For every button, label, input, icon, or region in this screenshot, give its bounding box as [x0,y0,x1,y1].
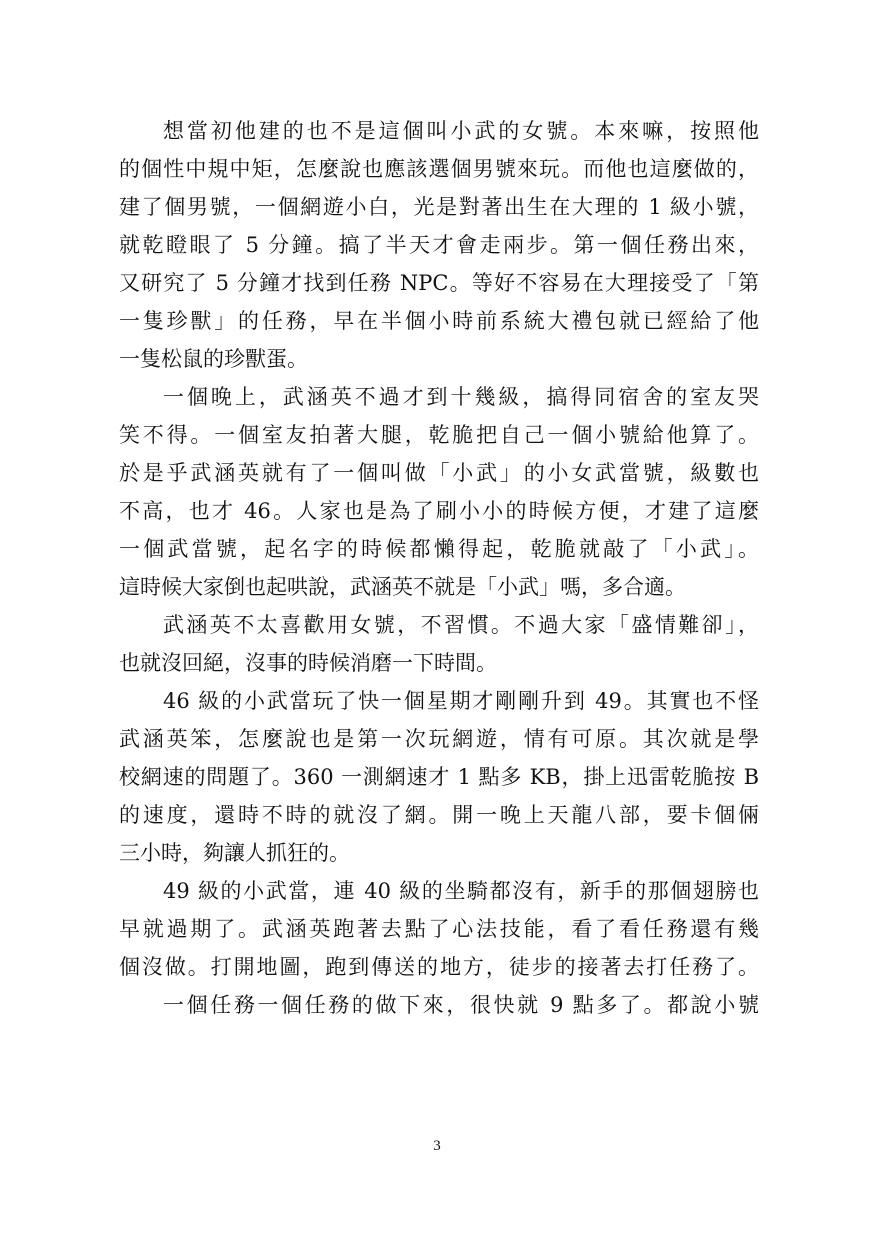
text-line: 49 級的小武當，連 40 級的坐騎都沒有，新手的那個翅膀也 [163,879,759,903]
text-line: 個沒做。打開地圖，跑到傳送的地方，徒步的接著去打任務了。 [119,955,759,979]
text-line: 一個武當號，起名字的時候都懶得起，乾脆就敲了「小武」。 [119,537,759,561]
text-line: 一隻松鼠的珍獸蛋。 [119,347,308,371]
text-line: 46 級的小武當玩了快一個星期才剛剛升到 49。其實也不怪 [163,689,759,713]
text-line: 笑不得。一個室友拍著大腿，乾脆把自己一個小號給他算了。 [119,423,759,447]
text-line: 早就過期了。武涵英跑著去點了心法技能，看了看任務還有幾 [119,917,759,941]
text-line: 想當初他建的也不是這個叫小武的女號。本來嘛，按照他 [163,119,759,143]
text-line: 武涵英不太喜歡用女號，不習慣。不過大家「盛情難卻」， [163,613,759,637]
text-line: 一個晚上，武涵英不過才到十幾級，搞得同宿舍的室友哭 [163,385,759,409]
text-line: 的速度，還時不時的就沒了網。開一晚上天龍八部，要卡個倆 [119,803,759,827]
text-line: 的個性中規中矩，怎麼說也應該選個男號來玩。而他也這麼做的， [119,157,759,181]
text-line: 校網速的問題了。360 一測網速才 1 點多 KB，掛上迅雷乾脆按 B [119,765,759,789]
text-line: 不高，也才 46。人家也是為了刷小小的時候方便，才建了這麼 [119,499,759,523]
page-number: 3 [433,1138,441,1154]
text-line: 也就沒回絕，沒事的時候消磨一下時間。 [119,651,497,675]
text-line: 武涵英笨，怎麼說也是第一次玩網遊，情有可原。其次就是學 [119,727,759,751]
text-line: 這時候大家倒也起哄說，武涵英不就是「小武」嗎，多合適。 [119,575,686,599]
text-line: 就乾瞪眼了 5 分鐘。搞了半天才會走兩步。第一個任務出來， [119,233,759,257]
text-line: 一個任務一個任務的做下來，很快就 9 點多了。都說小號 [163,993,759,1017]
body-text [119,112,759,1024]
text-line: 於是乎武涵英就有了一個叫做「小武」的小女武當號，級數也 [119,461,759,485]
text-line: 一隻珍獸」的任務，早在半個小時前系統大禮包就已經給了他 [119,309,759,333]
text-line: 三小時，夠讓人抓狂的。 [119,841,350,865]
text-line: 又研究了 5 分鐘才找到任務 NPC。等好不容易在大理接受了「第 [119,271,759,295]
text-line: 建了個男號，一個網遊小白，光是對著出生在大理的 1 級小號， [119,195,759,219]
